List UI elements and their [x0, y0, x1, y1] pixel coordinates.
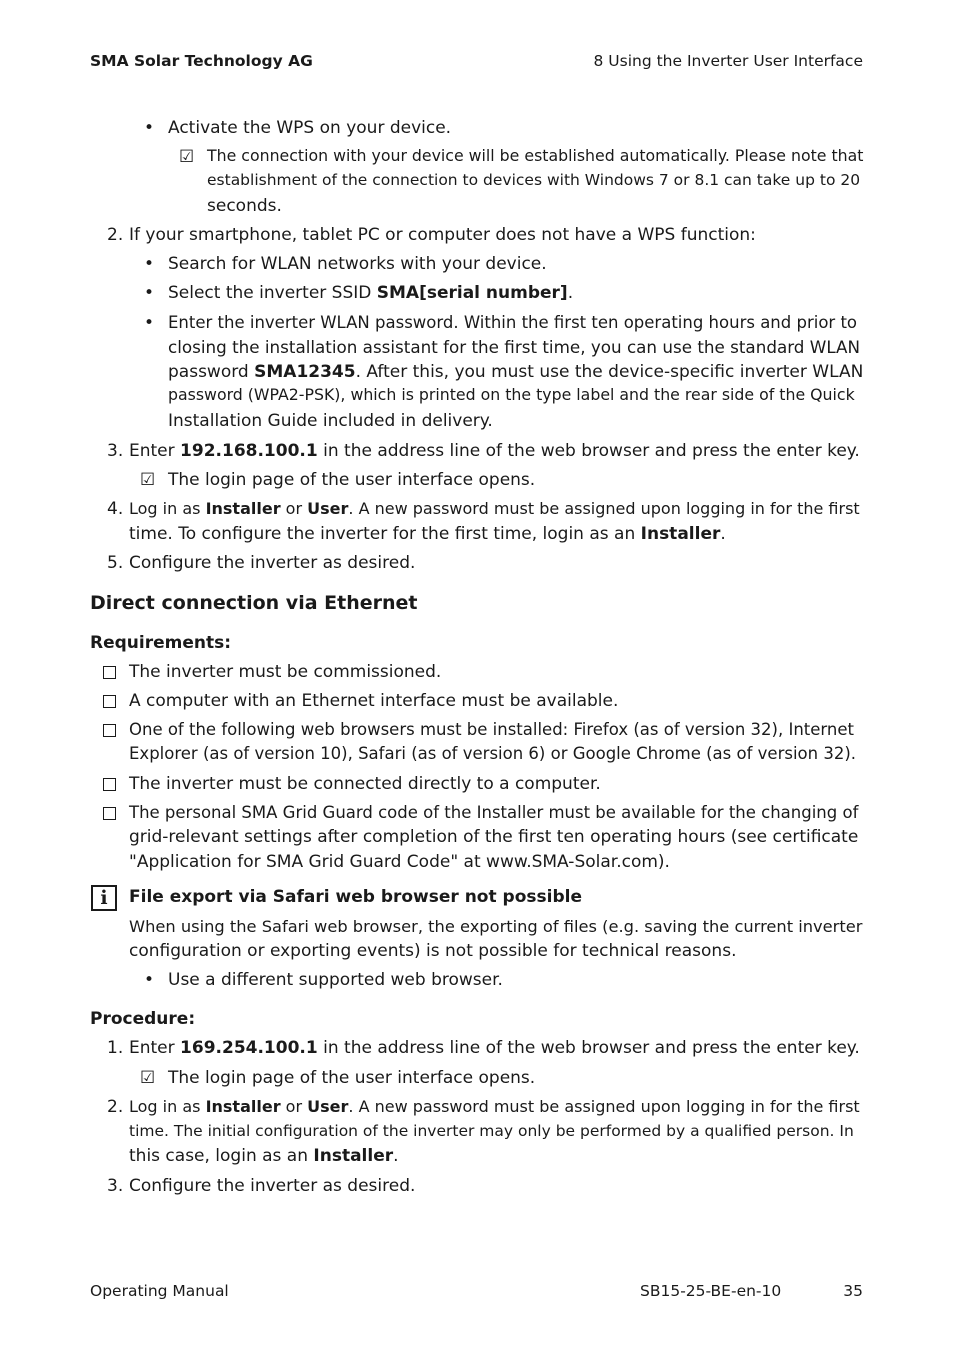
step-text: If your smartphone, tablet PC or computer does not have a WPS function: — [129, 225, 756, 245]
requirement-text-line: Explorer (as of version 10), Safari (as of version 6) or Google Chrome (as of version 32). — [129, 744, 857, 763]
procedure-label: Procedure: — [90, 1009, 196, 1029]
step-text-line: Log in as Installer or User. A new password must be assigned upon logging in for the first — [129, 499, 860, 518]
step-number: 4. — [107, 499, 124, 519]
step-result: The login page of the user interface opens. — [168, 470, 536, 490]
step-result: The login page of the user interface opens. — [168, 1068, 536, 1088]
requirement-checkbox-icon — [103, 666, 116, 679]
checkmark-icon: ☑ — [140, 470, 156, 490]
bullet-icon: • — [144, 970, 155, 990]
bullet-text: Search for WLAN networks with your device. — [168, 254, 547, 274]
requirement-text-line: One of the following web browsers must be installed: Firefox (as of version 32), Internet — [129, 720, 854, 739]
bullet-text-line: Installation Guide included in delivery. — [168, 411, 493, 431]
page-number: 35 — [843, 1282, 863, 1300]
info-icon: i — [91, 885, 117, 911]
step-text-line: time. The initial configuration of the inverter may only be performed by a qualified person. In — [129, 1122, 854, 1140]
step-text: Enter 169.254.100.1 in the address line of the web browser and press the enter key. — [129, 1038, 860, 1058]
step-text: Configure the inverter as desired. — [129, 1176, 416, 1196]
wps-result-line: establishment of the connection to devices with Windows 7 or 8.1 can take up to 20 — [207, 171, 861, 189]
requirement-text: A computer with an Ethernet interface must be available. — [129, 691, 619, 711]
bullet-text-line: Enter the inverter WLAN password. Within the first ten operating hours and prior to — [168, 313, 858, 332]
wps-result-line: seconds. — [207, 196, 282, 216]
info-bullet-text: Use a different supported web browser. — [168, 970, 503, 990]
checkmark-icon: ☑ — [140, 1068, 156, 1088]
requirement-text-line: "Application for SMA Grid Guard Code" at www.SMA-Solar.com). — [129, 852, 670, 872]
step-number: 2. — [107, 1097, 124, 1117]
header-company: SMA Solar Technology AG — [90, 52, 313, 70]
bullet-text: Select the inverter SSID SMA[serial number]. — [168, 283, 574, 303]
requirement-checkbox-icon — [103, 724, 116, 737]
bullet-icon: • — [144, 313, 155, 333]
bullet-icon: • — [144, 283, 155, 303]
step-text: Configure the inverter as desired. — [129, 553, 416, 573]
bullet-icon: • — [144, 254, 155, 274]
step-text-line: this case, login as an Installer. — [129, 1146, 399, 1166]
step-number: 3. — [107, 441, 124, 461]
info-title: File export via Safari web browser not possible — [129, 887, 582, 907]
section-heading: Direct connection via Ethernet — [90, 592, 418, 614]
checkmark-icon: ☑ — [179, 147, 195, 167]
footer-doc-code: SB15-25-BE-en-10 — [640, 1282, 782, 1300]
requirement-text: The inverter must be connected directly to a computer. — [129, 774, 601, 794]
step-number: 3. — [107, 1176, 124, 1196]
wps-activate-text: Activate the WPS on your device. — [168, 118, 452, 138]
requirement-text-line: grid-relevant settings after completion of the first ten operating hours (see certificate — [129, 827, 859, 847]
bullet-text-line: password (WPA2-PSK), which is printed on the type label and the rear side of the Quick — [168, 385, 855, 404]
bullet-icon: • — [144, 118, 155, 138]
bullet-text-line: closing the installation assistant for the first time, you can use the standard WLAN — [168, 337, 861, 357]
step-number: 1. — [107, 1038, 124, 1058]
requirement-text-line: The personal SMA Grid Guard code of the Installer must be available for the changing of — [129, 803, 859, 822]
info-text-line: When using the Safari web browser, the exporting of files (e.g. saving the current inverter — [129, 917, 863, 936]
header-chapter: 8 Using the Inverter User Interface — [593, 52, 863, 70]
requirement-checkbox-icon — [103, 807, 116, 820]
footer-manual: Operating Manual — [90, 1282, 229, 1300]
requirement-checkbox-icon — [103, 695, 116, 708]
info-text-line: configuration or exporting events) is not possible for technical reasons. — [129, 941, 737, 961]
step-number: 5. — [107, 553, 124, 573]
requirements-label: Requirements: — [90, 633, 232, 653]
step-text-line: Log in as Installer or User. A new password must be assigned upon logging in for the first — [129, 1097, 860, 1116]
step-number: 2. — [107, 225, 124, 245]
requirement-checkbox-icon — [103, 778, 116, 791]
bullet-text-line: password SMA12345. After this, you must use the device-specific inverter WLAN — [168, 362, 864, 382]
wps-result-line: The connection with your device will be established automatically. Please note that — [207, 146, 864, 165]
step-text: Enter 192.168.100.1 in the address line of the web browser and press the enter key. — [129, 441, 860, 461]
requirement-text: The inverter must be commissioned. — [129, 662, 442, 682]
step-text-line: time. To configure the inverter for the first time, login as an Installer. — [129, 524, 726, 544]
